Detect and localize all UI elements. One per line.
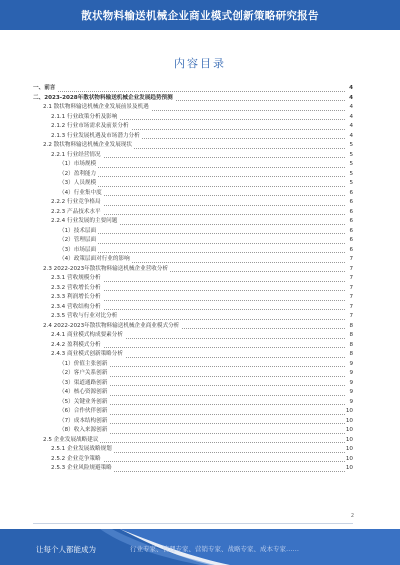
toc-leader-dots (59, 252, 345, 253)
toc-entry-page: 7 (349, 265, 353, 272)
toc-entry-title: 2.3.4 营收结构分析 (51, 303, 103, 313)
toc-entry-title: 一、前言 (33, 84, 57, 94)
toc-entry-page: 4 (349, 94, 353, 101)
toc-entry[interactable] (33, 122, 353, 132)
toc-entry-title: 2.1.3 行业发展机遇及市场潜力分析 (51, 132, 142, 142)
toc-entry-page: 5 (349, 142, 353, 148)
toc-entry-title: 2.2.4 行业发展的主要问题 (51, 217, 119, 227)
toc-entry-page: 7 (349, 256, 353, 262)
toc-entry-title: 2.4 2022-2023年散状物料输送机械企业商业模式分析 (43, 322, 181, 332)
toc-entry-title: 2.3 2022-2023年散状物料输送机械企业营收分析 (43, 265, 170, 275)
toc-entry-title: （2）盈利能力 (59, 170, 98, 180)
toc-entry-title: 2.4.1 商业模式构成要素分析 (51, 331, 125, 341)
toc-entry[interactable] (33, 369, 353, 379)
toc-entry-page: 7 (349, 303, 353, 310)
toc-entry[interactable] (33, 84, 353, 94)
toc-entry-page: 4 (349, 132, 353, 139)
toc-entry-page: 10 (345, 465, 353, 471)
toc-entry[interactable] (33, 103, 353, 113)
toc-leader-dots (59, 233, 345, 234)
toc-entry[interactable] (33, 341, 353, 351)
toc-entry-title: 2.1.2 行业市场需求及前景分析 (51, 122, 131, 132)
toc-entry-title: （3）人员规模 (59, 179, 98, 189)
toc-entry-title: 2.2.1 行业经营情况 (51, 151, 103, 161)
toc-entry[interactable] (33, 246, 353, 256)
toc-entry-page: 10 (345, 436, 353, 443)
toc-entry-title: （4）行业集中度 (59, 189, 104, 199)
toc-entry-page: 10 (345, 427, 353, 433)
toc-entry-page: 8 (349, 332, 353, 338)
toc-entry[interactable] (33, 417, 353, 427)
toc-entry-title: （3）渠道通路创新 (59, 379, 109, 389)
footer-tags: 行业专家、管理专家、营销专家、战略专家、成本专家…… (130, 545, 299, 553)
toc-entry-page: 6 (349, 208, 353, 215)
toc-heading: 内容目录 (174, 57, 226, 70)
toc-entry[interactable] (33, 151, 353, 161)
toc-entry[interactable] (33, 455, 353, 465)
toc-entry-title: （1）技术层面 (59, 227, 98, 237)
toc-entry-page: 9 (349, 360, 353, 367)
toc-entry-page: 5 (349, 151, 353, 158)
toc-entry[interactable] (33, 322, 353, 332)
toc-entry[interactable] (33, 94, 353, 104)
toc-entry-page: 5 (349, 170, 353, 177)
toc-entry-title: 2.2.3 产品技术水平 (51, 208, 103, 218)
toc-entry[interactable] (33, 464, 353, 474)
toc-entry[interactable] (33, 208, 353, 218)
toc-entry-title: （4）核心资源创新 (59, 388, 109, 398)
toc-entry-title: 2.4.2 盈利模式分析 (51, 341, 103, 351)
toc-entry-page: 7 (349, 294, 353, 300)
toc-leader-dots (59, 243, 345, 244)
toc-entry-page: 9 (349, 398, 353, 405)
toc-entry-page: 9 (349, 389, 353, 395)
toc-entry[interactable] (33, 160, 353, 170)
toc-entry[interactable] (33, 379, 353, 389)
toc-entry-page: 5 (349, 161, 353, 167)
toc-leader-dots (59, 186, 345, 187)
toc-entry-page: 7 (349, 313, 353, 319)
toc-entry[interactable] (33, 132, 353, 142)
toc-entry-title: （5）关键业务创新 (59, 398, 109, 408)
toc-leader-dots (33, 91, 345, 92)
toc-entry[interactable] (33, 436, 353, 446)
page-footer (0, 529, 400, 565)
toc-entry-page: 10 (345, 408, 353, 414)
toc-entry-title: （8）收入来源创新 (59, 426, 109, 436)
toc-entry[interactable] (33, 303, 353, 313)
page-number: 2 (350, 513, 354, 519)
toc-entry-title: 2.3.5 营收与行业对比分析 (51, 312, 119, 322)
toc-entry-title: 2.3.3 利润增长分析 (51, 293, 103, 303)
toc-entry[interactable] (33, 360, 353, 370)
toc-entry-page: 8 (349, 341, 353, 348)
toc-entry-title: （1）市场规模 (59, 160, 98, 170)
toc-entry-title: 2.2 散状物料输送机械企业发展现状 (43, 141, 134, 151)
toc-entry[interactable] (33, 113, 353, 123)
toc-entry-page: 8 (349, 322, 353, 329)
toc-entry[interactable] (33, 170, 353, 180)
toc-entry[interactable] (33, 198, 353, 208)
toc-entry-page: 10 (345, 446, 353, 452)
toc-entry-page: 7 (349, 284, 353, 291)
toc-entry-page: 4 (349, 113, 353, 120)
toc-entry-title: 2.5.1 企业发展战略规划 (51, 445, 114, 455)
toc-entry[interactable] (33, 265, 353, 275)
toc-entry-page: 4 (349, 123, 353, 129)
toc-leader-dots (59, 167, 345, 168)
toc-entry[interactable] (33, 293, 353, 303)
toc-entry-title: 二、2023-2028年散状物料输送机械企业发展趋势预测 (33, 94, 175, 104)
toc-entry[interactable] (33, 255, 353, 265)
toc-entry-title: 2.3.2 营收增长分析 (51, 284, 103, 294)
toc-entry-title: （2）管理层面 (59, 236, 98, 246)
toc-entry-title: 2.5.3 企业风险规避策略 (51, 464, 114, 474)
toc-entry-page: 10 (345, 417, 353, 424)
toc-entry-title: 2.1 散状物料输送机械企业发展前景及机遇 (43, 103, 151, 113)
report-title: 散状物料输送机械企业商业模式创新策略研究报告 (81, 10, 319, 22)
toc-entry[interactable] (33, 350, 353, 360)
toc-entry[interactable] (33, 189, 353, 199)
toc-entry-title: （6）合作伙伴创新 (59, 407, 109, 417)
toc-entry[interactable] (33, 227, 353, 237)
toc-entry-page: 6 (349, 237, 353, 243)
toc-entry-page: 7 (349, 275, 353, 281)
toc-entry-page: 6 (349, 199, 353, 205)
toc-entry-title: 2.4.3 商业模式创新策略分析 (51, 350, 125, 360)
toc-entry-page: 10 (345, 455, 353, 462)
toc-entry-title: （3）市场层面 (59, 246, 98, 256)
toc-entry-page: 8 (349, 351, 353, 357)
toc-entry[interactable] (33, 312, 353, 322)
toc-entry-title: 2.5 企业发展战略建议 (43, 436, 100, 446)
toc-entry[interactable] (33, 236, 353, 246)
toc-entry[interactable] (33, 217, 353, 227)
toc-entry-title: （4）政策层面对行业的影响 (59, 255, 132, 265)
toc-entry-page: 4 (349, 104, 353, 110)
toc-entry-title: 2.5.2 企业竞争策略 (51, 455, 103, 465)
page-header (0, 0, 400, 30)
footer-slogan: 让每个人都能成为 (36, 545, 96, 554)
toc-entry[interactable] (33, 331, 353, 341)
toc-entry-page: 6 (349, 246, 353, 253)
toc-entry-page: 9 (349, 379, 353, 386)
toc-entry[interactable] (33, 445, 353, 455)
toc-leader-dots (59, 176, 345, 177)
toc-entry-page: 6 (349, 218, 353, 224)
toc-entry-page: 6 (349, 189, 353, 196)
toc-entry[interactable] (33, 388, 353, 398)
toc-entry[interactable] (33, 141, 353, 151)
table-of-contents (33, 84, 353, 474)
toc-entry-title: （7）成本结构创新 (59, 417, 109, 427)
toc-entry-title: 2.2.2 行业竞争格局 (51, 198, 103, 208)
toc-entry[interactable] (33, 179, 353, 189)
toc-entry-title: （1）价值主张创新 (59, 360, 109, 370)
footer-divider (33, 523, 353, 524)
toc-entry[interactable] (33, 274, 353, 284)
toc-entry-page: 5 (349, 180, 353, 186)
toc-entry-page: 6 (349, 227, 353, 234)
toc-entry-page: 9 (349, 370, 353, 376)
toc-entry-title: 2.1.1 行业政策分析及影响 (51, 113, 119, 123)
toc-entry-title: 2.3.1 营收规模分析 (51, 274, 103, 284)
toc-entry[interactable] (33, 407, 353, 417)
toc-entry-page: 4 (349, 85, 353, 91)
toc-entry-title: （2）客户关系创新 (59, 369, 109, 379)
toc-entry[interactable] (33, 284, 353, 294)
toc-entry[interactable] (33, 426, 353, 436)
toc-entry[interactable] (33, 398, 353, 408)
